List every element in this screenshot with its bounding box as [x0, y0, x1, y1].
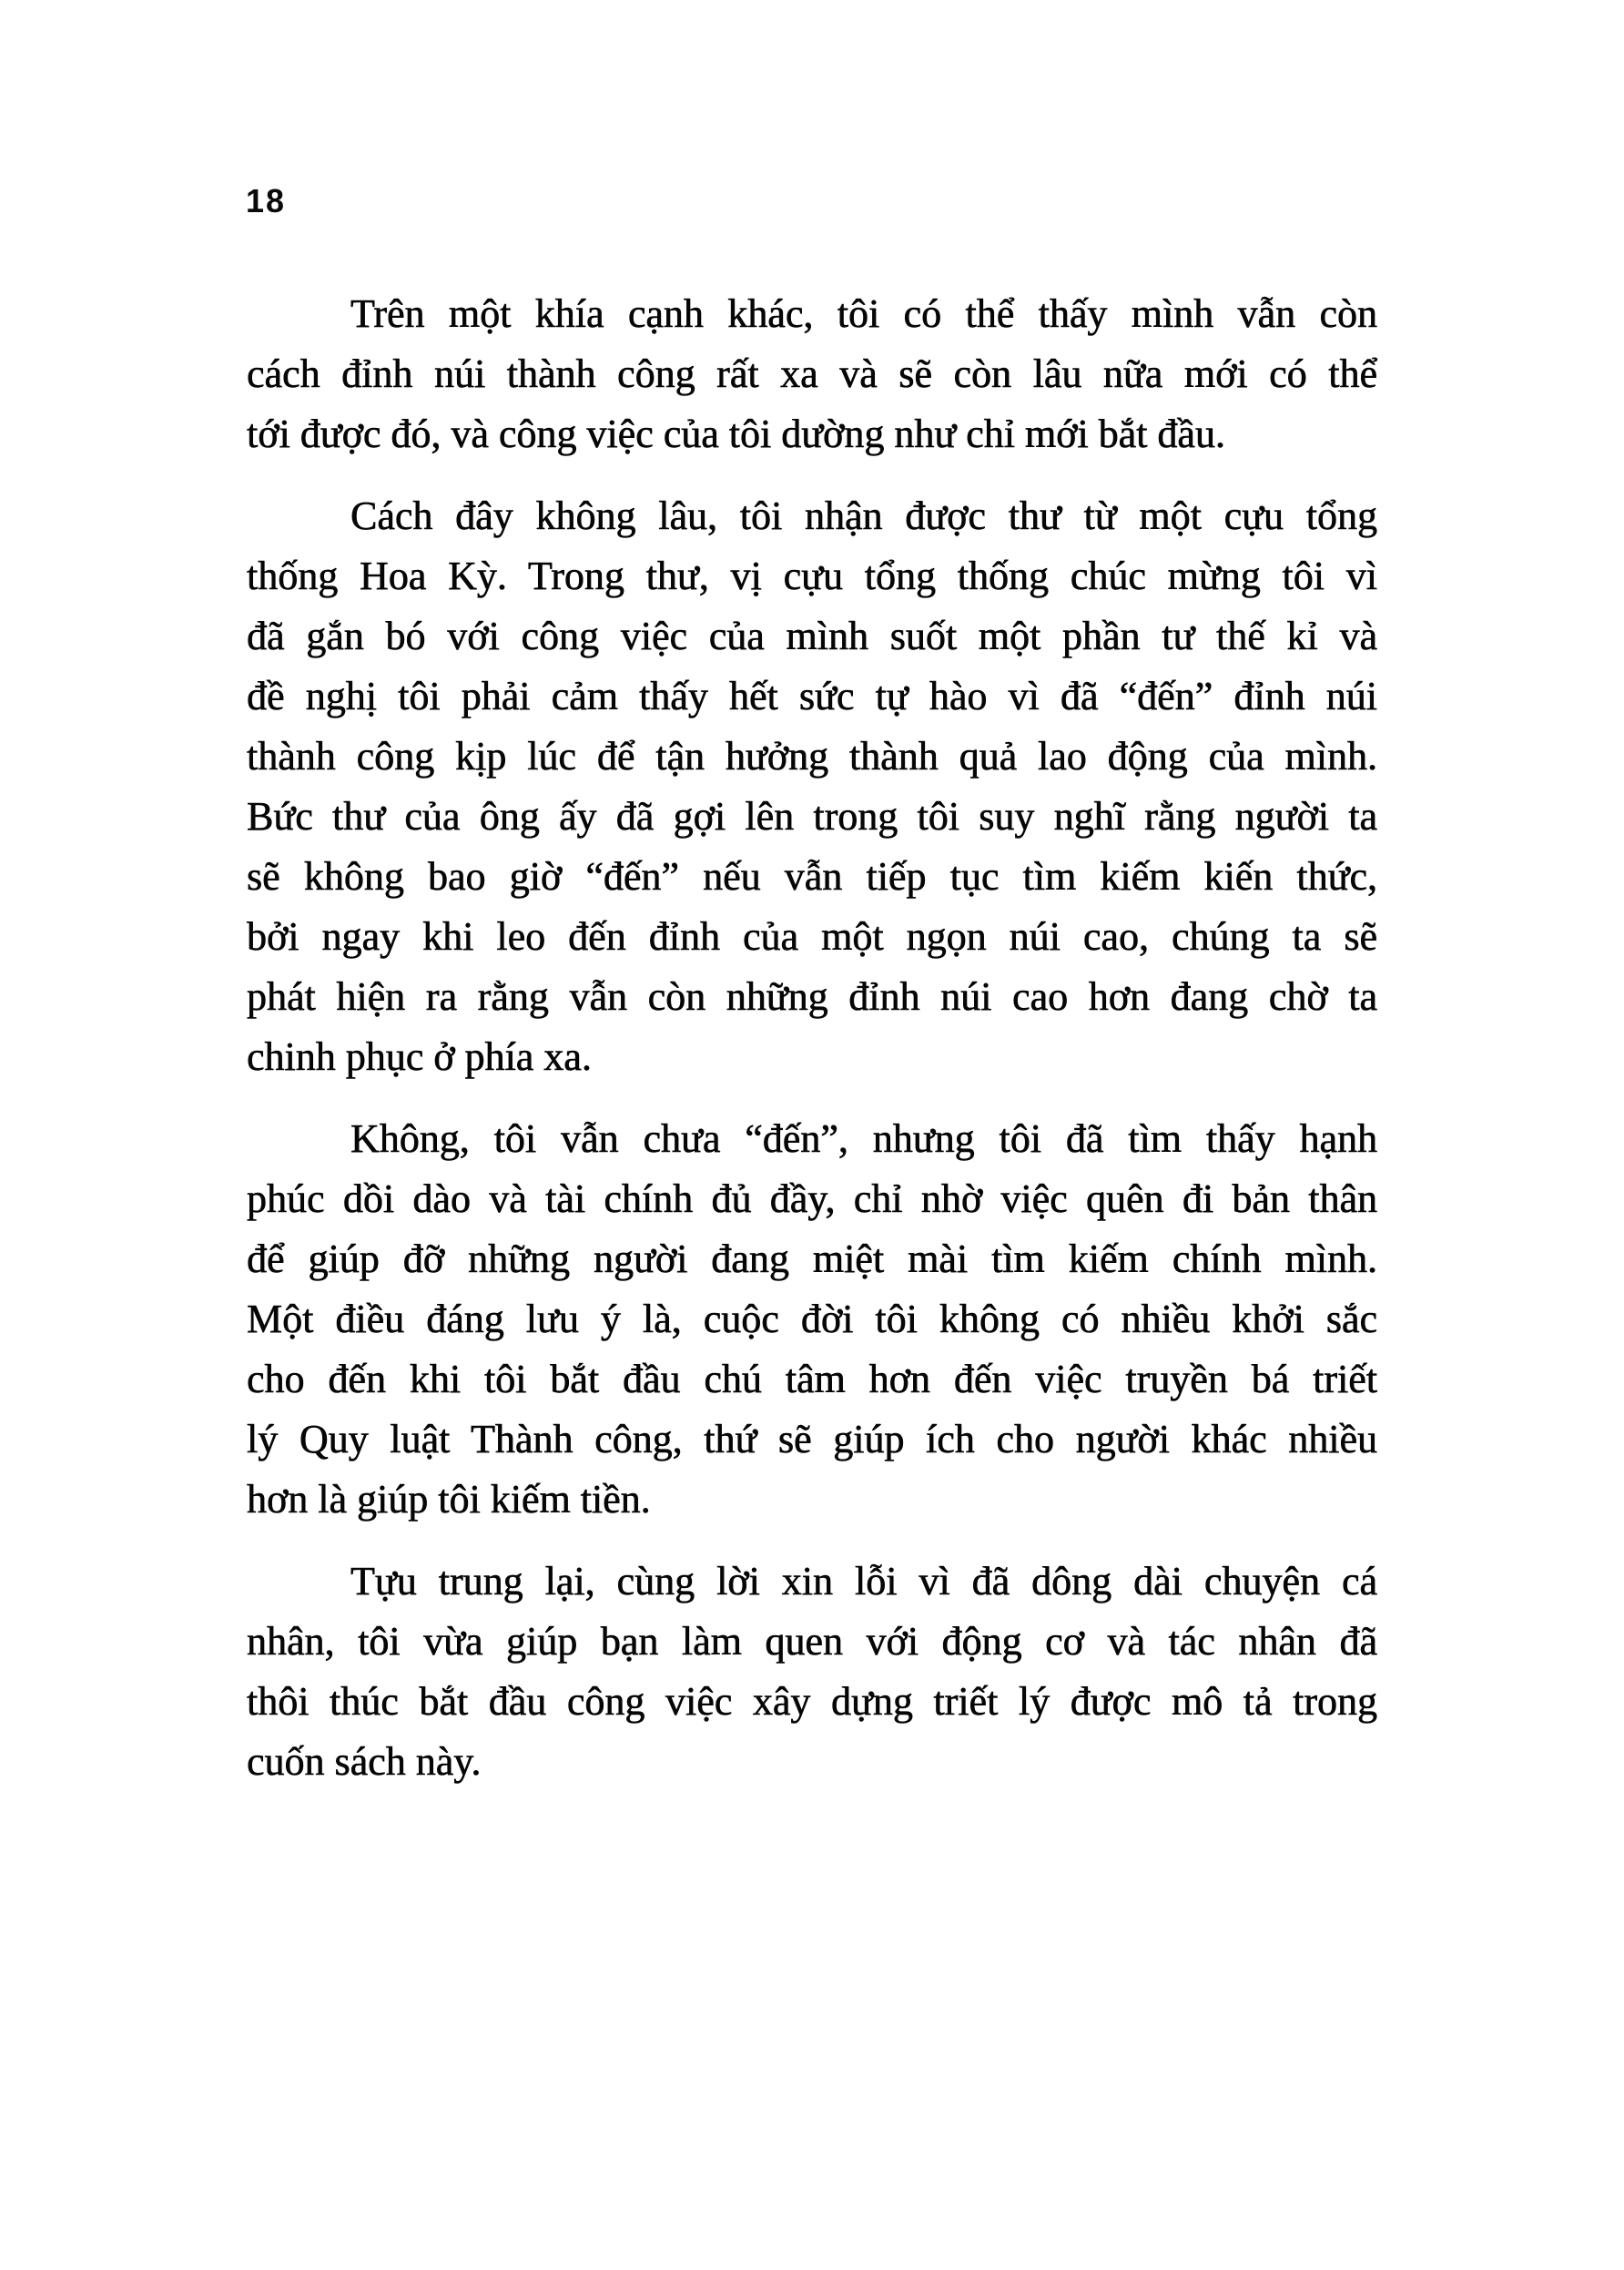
- text-line: hơn là giúp tôi kiếm tiền.: [247, 1477, 651, 1522]
- text-line: Không, tôi vẫn chưa “đến”, nhưng tôi đã tìm thấy hạnh: [350, 1116, 1377, 1161]
- text-line: thành công kịp lúc để tận hưởng thành quả lao động của mình.: [247, 734, 1377, 779]
- text-line: thôi thúc bắt đầu công việc xây dựng triết lý được mô tả trong: [247, 1679, 1377, 1724]
- text-line: Trên một khía cạnh khác, tôi có thể thấy mình vẫn còn: [350, 291, 1377, 336]
- text-line: để giúp đỡ những người đang miệt mài tìm kiếm chính mình.: [247, 1237, 1377, 1281]
- paragraph-2: [247, 486, 1377, 1087]
- text-line: thống Hoa Kỳ. Trong thư, vị cựu tổng thống chúc mừng tôi vì: [247, 554, 1377, 598]
- text-line: lý Quy luật Thành công, thứ sẽ giúp ích cho người khác nhiều: [247, 1417, 1377, 1461]
- text-line: cách đỉnh núi thành công rất xa và sẽ còn lâu nữa mới có thể: [247, 351, 1377, 396]
- body-text: [247, 284, 1377, 1814]
- text-line: Bức thư của ông ấy đã gợi lên trong tôi suy nghĩ rằng người ta: [247, 794, 1377, 839]
- text-line: Tựu trung lại, cùng lời xin lỗi vì đã dông dài chuyện cá: [350, 1559, 1377, 1603]
- text-line: chinh phục ở phía xa.: [247, 1034, 592, 1079]
- paragraph-1: [247, 284, 1377, 464]
- text-line: cuốn sách này.: [247, 1739, 482, 1784]
- text-line: Cách đây không lâu, tôi nhận được thư từ một cựu tổng: [350, 494, 1377, 538]
- text-line: tới được đó, và công việc của tôi dường như chỉ mới bắt đầu.: [247, 412, 1225, 456]
- text-line: cho đến khi tôi bắt đầu chú tâm hơn đến việc truyền bá triết: [247, 1357, 1377, 1401]
- paragraph-4: [247, 1552, 1377, 1792]
- paragraph-3: [247, 1109, 1377, 1530]
- text-line: bởi ngay khi leo đến đỉnh của một ngọn núi cao, chúng ta sẽ: [247, 914, 1377, 959]
- page-number: 18: [246, 182, 287, 219]
- text-line: đề nghị tôi phải cảm thấy hết sức tự hào vì đã “đến” đỉnh núi: [247, 674, 1377, 718]
- text-line: phát hiện ra rằng vẫn còn những đỉnh núi cao hơn đang chờ ta: [247, 974, 1377, 1019]
- text-line: nhân, tôi vừa giúp bạn làm quen với động cơ và tác nhân đã: [247, 1619, 1377, 1664]
- text-line: Một điều đáng lưu ý là, cuộc đời tôi không có nhiều khởi sắc: [247, 1297, 1377, 1341]
- text-line: phúc dồi dào và tài chính đủ đầy, chỉ nhờ việc quên đi bản thân: [247, 1176, 1377, 1221]
- text-line: sẽ không bao giờ “đến” nếu vẫn tiếp tục tìm kiếm kiến thức,: [247, 854, 1377, 899]
- text-line: đã gắn bó với công việc của mình suốt một phần tư thế kỉ và: [247, 614, 1377, 658]
